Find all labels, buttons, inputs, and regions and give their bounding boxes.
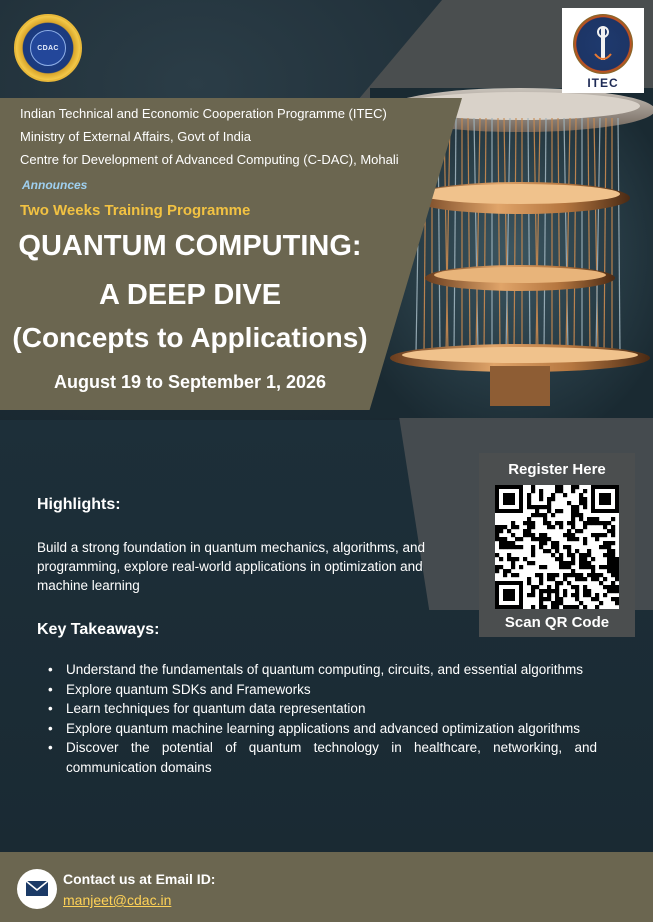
cdac-logo-text: CDAC <box>37 44 59 52</box>
list-item: • Explore quantum SDKs and Frameworks <box>48 681 311 697</box>
list-item: • Discover the potential of quantum technology in healthcare, networking, and communication domains <box>48 740 597 775</box>
contact-email-link[interactable]: manjeet@cdac.in <box>63 892 172 908</box>
organizer-line: Centre for Development of Advanced Computing (C-DAC), Mohali <box>20 152 399 167</box>
itec-logo-text: ITEC <box>587 76 619 90</box>
takeaways-list <box>48 660 597 777</box>
list-item: • Understand the fundamentals of quantum computing, circuits, and essential algorithms <box>48 662 584 677</box>
highlights-heading: Highlights: <box>37 496 121 513</box>
scan-caption: Scan QR Code <box>504 614 610 631</box>
title-line-1: QUANTUM COMPUTING: <box>18 230 362 262</box>
register-title: Register Here <box>508 461 606 478</box>
programme-dates: August 19 to September 1, 2026 <box>53 372 327 392</box>
itec-emblem-icon <box>573 14 633 74</box>
register-box[interactable] <box>479 453 635 637</box>
itec-logo <box>562 8 644 93</box>
organizer-line: Ministry of External Affairs, Govt of India <box>20 129 251 144</box>
highlights-text: Build a strong foundation in quantum mechanics, algorithms, and programming, explore real-world applications in optimization and machine learning <box>37 540 425 593</box>
cdac-logo-inner <box>30 30 66 66</box>
contact-label: Contact us at Email ID: <box>63 871 216 887</box>
takeaways-heading: Key Takeaways: <box>37 621 160 638</box>
mail-icon <box>17 869 57 909</box>
list-item: • Explore quantum machine learning applications and advanced optimization algorithms <box>48 720 581 736</box>
qr-code[interactable] <box>495 485 619 609</box>
cdac-logo <box>14 14 82 82</box>
programme-label: Two Weeks Training Programme <box>20 202 251 219</box>
announces-label: Announces <box>22 178 88 192</box>
organizer-line: Indian Technical and Economic Cooperation Programme (ITEC) <box>20 106 387 121</box>
list-item: • Learn techniques for quantum data representation <box>48 701 366 716</box>
title-line-3: (Concepts to Applications) <box>12 322 368 353</box>
footer <box>0 852 653 922</box>
title-line-2: A DEEP DIVE <box>98 279 282 311</box>
